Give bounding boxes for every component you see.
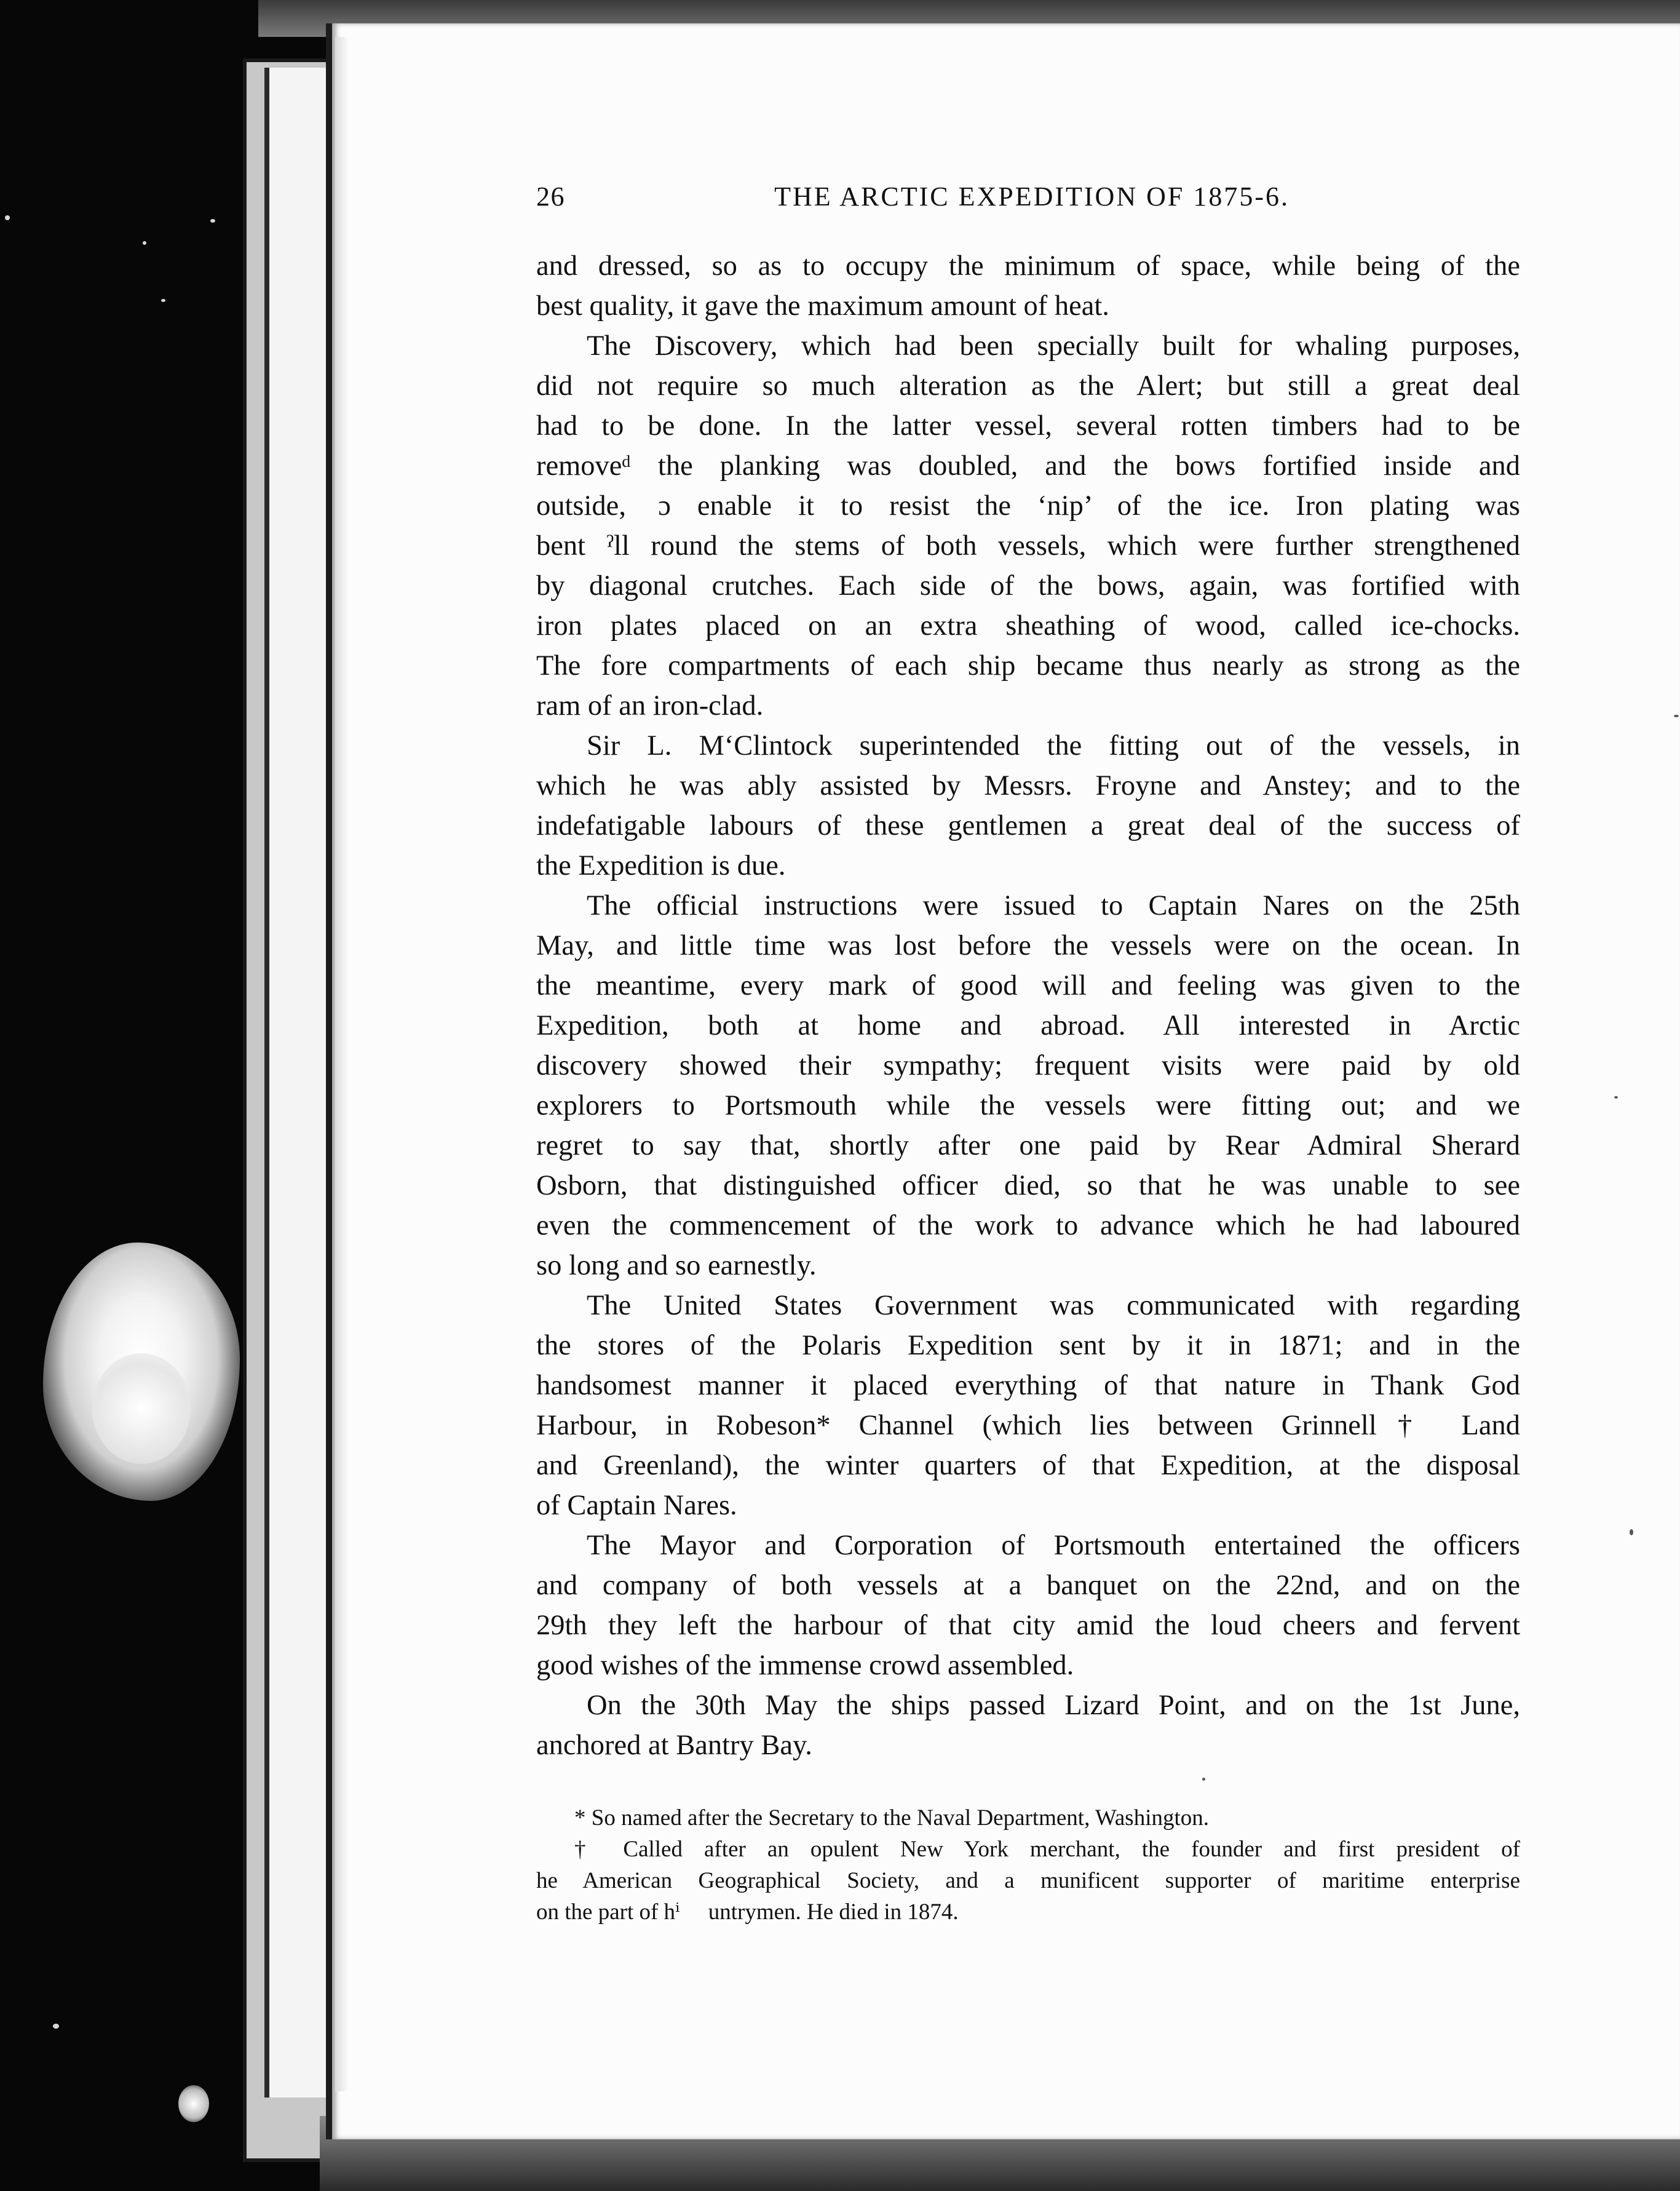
footnotes <box>536 1802 1520 1928</box>
text-line: Osborn, that distinguished officer died, so that he was unable to see <box>536 1170 1520 1201</box>
running-head <box>536 181 1290 218</box>
text-line: of Captain Nares. <box>536 1490 737 1521</box>
page-gutter <box>335 37 350 2091</box>
text-line: best quality, it gave the maximum amount of heat. <box>536 290 1109 322</box>
footnote-line: † Called after an opulent New York merchant, the founder and first president of <box>574 1837 1520 1862</box>
text-line: ram of an iron-clad. <box>536 690 764 722</box>
text-line: anchored at Bantry Bay. <box>536 1730 812 1761</box>
footnote-line: he American Geographical Society, and a munificent supporter of maritime enterprise <box>536 1868 1520 1893</box>
text-line: discovery showed their sympathy; frequent visits were paid by old <box>536 1050 1520 1081</box>
text-line: which he was ably assisted by Messrs. Froyne and Anstey; and to the <box>536 770 1520 801</box>
text-line: outside, ɔ enable it to resist the ‘nip’ of the ice. Iron plating was <box>536 490 1520 522</box>
ink-mark <box>1674 715 1679 717</box>
text-line: The fore compartments of each ship became thus nearly as strong as the <box>536 650 1520 682</box>
running-head-title: THE ARCTIC EXPEDITION OF 1875-6. <box>774 181 1290 212</box>
text-line: Expedition, both at home and abroad. All interested in Arctic <box>536 1010 1520 1041</box>
text-line: and dressed, so as to occupy the minimum of space, while being of the <box>536 250 1520 282</box>
text-line: even the commencement of the work to advance which he had laboured <box>536 1210 1520 1241</box>
ink-mark <box>1630 1529 1633 1535</box>
text-line: so long and so earnestly. <box>536 1250 817 1281</box>
text-line: and Greenland), the winter quarters of that Expedition, at the disposal <box>536 1450 1520 1481</box>
footnote-line: on the part of hⁱ untrymen. He died in 1874. <box>536 1899 959 1925</box>
text-line: the stores of the Polaris Expedition sent by it in 1871; and in the <box>536 1330 1520 1361</box>
text-line: and company of both vessels at a banquet on the 22nd, and on the <box>536 1570 1520 1601</box>
text-line: bent ˀll round the stems of both vessels, which were further strengthened <box>536 530 1520 562</box>
dust-speck <box>5 215 10 220</box>
ink-mark <box>1202 1778 1205 1781</box>
ink-mark <box>1614 1096 1618 1099</box>
page-number: 26 <box>536 181 565 212</box>
text-line: handsomest manner it placed everything of that nature in Thank God <box>536 1370 1520 1401</box>
text-line: iron plates placed on an extra sheathing of wood, called ice-chocks. <box>536 610 1520 642</box>
footnote-line: * So named after the Secretary to the Naval Department, Washington. <box>574 1805 1210 1831</box>
dust-speck <box>210 219 215 223</box>
text-line: The official instructions were issued to Captain Nares on the 25th <box>587 890 1520 921</box>
dust-speck <box>53 2024 59 2029</box>
text-line: May, and little time was lost before the vessels were on the ocean. In <box>536 930 1520 961</box>
text-line: did not require so much alteration as the Alert; but still a great deal <box>536 370 1520 402</box>
text-line: by diagonal crutches. Each side of the bows, again, was fortified with <box>536 570 1520 602</box>
paper-stain-core <box>92 1353 191 1464</box>
text-line: explorers to Portsmouth while the vessels were fitting out; and we <box>536 1090 1520 1121</box>
text-line: Sir L. M‘Clintock superintended the fitting out of the vessels, in <box>587 730 1520 761</box>
text-line: 29th they left the harbour of that city amid the loud cheers and fervent <box>536 1610 1520 1641</box>
text-line: regret to say that, shortly after one paid by Rear Admiral Sherard <box>536 1130 1520 1161</box>
text-line: The United States Government was communicated with regarding <box>587 1290 1520 1321</box>
text-line: indefatigable labours of these gentlemen a great deal of the success of <box>536 810 1520 841</box>
text-line: the meantime, every mark of good will and feeling was given to the <box>536 970 1520 1001</box>
text-line: good wishes of the immense crowd assembled. <box>536 1650 1074 1681</box>
dust-speck <box>143 241 146 245</box>
text-line: had to be done. In the latter vessel, several rotten timbers had to be <box>536 410 1520 442</box>
text-line: On the 30th May the ships passed Lizard Point, and on the 1st June, <box>587 1690 1520 1721</box>
text-line: The Mayor and Corporation of Portsmouth entertained the officers <box>587 1530 1520 1561</box>
dust-speck <box>161 299 165 302</box>
text-line: removeᵈ the planking was doubled, and the bows fortified inside and <box>536 450 1520 482</box>
body-text <box>536 246 1520 1765</box>
text-line: Harbour, in Robeson* Channel (which lies between Grinnell† Land <box>536 1410 1520 1441</box>
text-line: the Expedition is due. <box>536 850 786 881</box>
dust-speck <box>178 2085 209 2122</box>
text-line: The Discovery, which had been specially built for whaling purposes, <box>587 330 1520 362</box>
